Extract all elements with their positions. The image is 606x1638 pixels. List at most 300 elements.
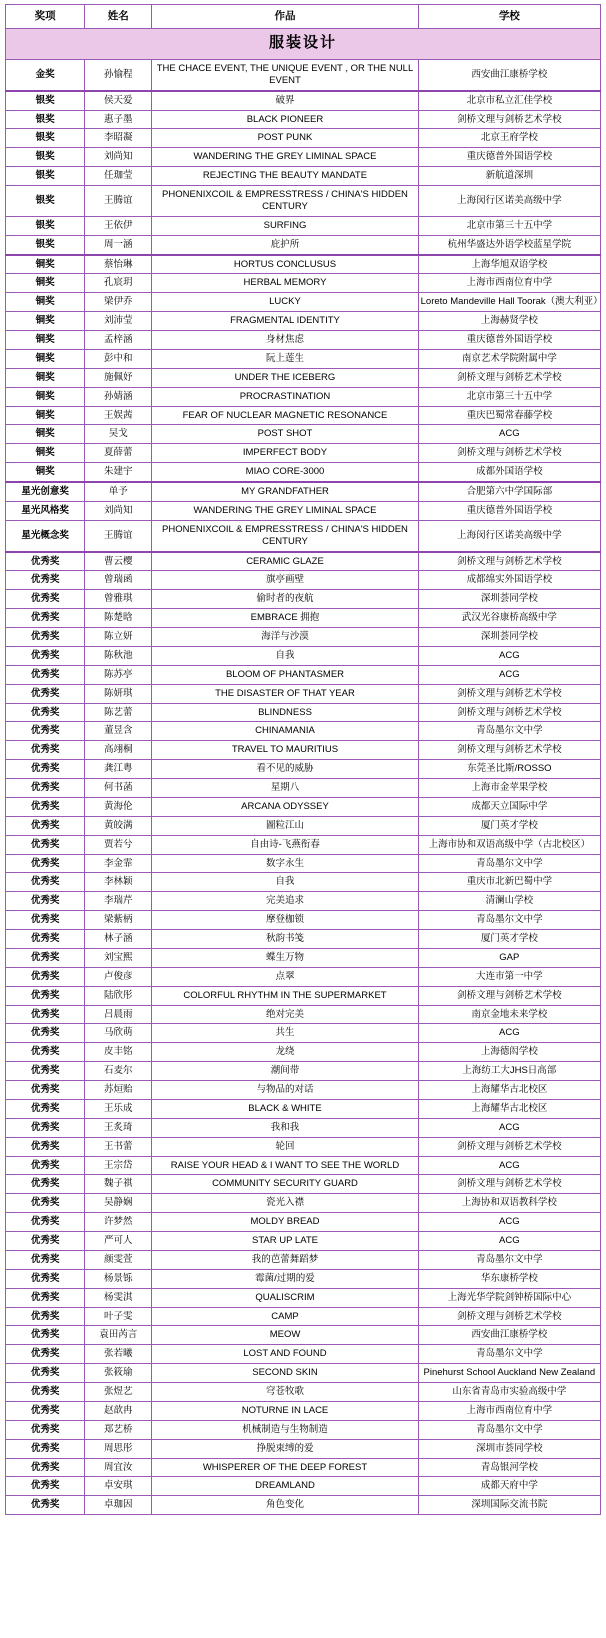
- cell-name: 曾雅琪: [85, 590, 152, 609]
- table-title-row: [6, 29, 601, 60]
- cell-work: 龙绕: [152, 1043, 418, 1062]
- table-row: [6, 1005, 601, 1024]
- cell-name: 王乐成: [85, 1099, 152, 1118]
- cell-work: THE CHACE EVENT, THE UNIQUE EVENT , OR THE NULL EVENT: [152, 59, 418, 90]
- cell-name: 曹云樱: [85, 552, 152, 571]
- table-row: [6, 1081, 601, 1100]
- table-row: [6, 854, 601, 873]
- cell-award: 铜奖: [6, 406, 85, 425]
- cell-work: 我的芭蕾舞蹈梦: [152, 1250, 418, 1269]
- cell-name: 王宗岱: [85, 1156, 152, 1175]
- cell-name: 刘尚知: [85, 148, 152, 167]
- cell-award: 优秀奖: [6, 1250, 85, 1269]
- cell-work: PHONENIXCOIL & EMPRESSTRESS / CHINA'S HIDDEN CENTURY: [152, 186, 418, 217]
- table-row: [6, 911, 601, 930]
- cell-award: 优秀奖: [6, 816, 85, 835]
- cell-award: 银奖: [6, 110, 85, 129]
- cell-school: 武汉光谷康桥高级中学: [418, 609, 600, 628]
- cell-work: NOTURNE IN LACE: [152, 1401, 418, 1420]
- cell-work: 角色变化: [152, 1496, 418, 1515]
- cell-work: REJECTING THE BEAUTY MANDATE: [152, 167, 418, 186]
- cell-award: 优秀奖: [6, 1383, 85, 1402]
- cell-work: WHISPERER OF THE DEEP FOREST: [152, 1458, 418, 1477]
- cell-name: 杨雯淇: [85, 1288, 152, 1307]
- cell-work: 我和我: [152, 1118, 418, 1137]
- table-row: [6, 1137, 601, 1156]
- cell-work: MY GRANDFATHER: [152, 482, 418, 501]
- table-row: [6, 501, 601, 520]
- cell-school: 上海市金苹果学校: [418, 779, 600, 798]
- table-row: [6, 760, 601, 779]
- cell-school: 北京市私立汇佳学校: [418, 91, 600, 110]
- cell-school: 剑桥文理与剑桥艺术学校: [418, 444, 600, 463]
- table-row: [6, 816, 601, 835]
- table-row: [6, 312, 601, 331]
- column-header-school: 学校: [418, 5, 600, 29]
- cell-name: 叶子雯: [85, 1307, 152, 1326]
- table-row: [6, 835, 601, 854]
- cell-name: 林子涵: [85, 930, 152, 949]
- cell-award: 优秀奖: [6, 628, 85, 647]
- cell-award: 优秀奖: [6, 684, 85, 703]
- cell-school: 深圳荟同学校: [418, 590, 600, 609]
- cell-school: 上海闵行区诺美高级中学: [418, 186, 600, 217]
- cell-work: 圖粒江山: [152, 816, 418, 835]
- cell-name: 张筱瑜: [85, 1364, 152, 1383]
- cell-school: 杭州华盛达外语学校蓝星学院: [418, 235, 600, 254]
- table-row: [6, 552, 601, 571]
- cell-work: 共生: [152, 1024, 418, 1043]
- cell-school: 剑桥文理与剑桥艺术学校: [418, 703, 600, 722]
- cell-name: 何书菡: [85, 779, 152, 798]
- cell-work: DREAMLAND: [152, 1477, 418, 1496]
- cell-school: 上海市西南位育中学: [418, 1401, 600, 1420]
- cell-school: 合肥第六中学国际部: [418, 482, 600, 501]
- cell-name: 卓珈因: [85, 1496, 152, 1515]
- cell-school: 重庆德普外国语学校: [418, 148, 600, 167]
- cell-award: 优秀奖: [6, 1326, 85, 1345]
- cell-work: 穹苍牧歌: [152, 1383, 418, 1402]
- table-row: [6, 463, 601, 482]
- column-header-award: 奖项: [6, 5, 85, 29]
- cell-award: 铜奖: [6, 425, 85, 444]
- cell-award: 优秀奖: [6, 1005, 85, 1024]
- cell-name: 石麦尔: [85, 1062, 152, 1081]
- cell-award: 优秀奖: [6, 873, 85, 892]
- cell-work: 偷时者的夜航: [152, 590, 418, 609]
- cell-school: ACG: [418, 1156, 600, 1175]
- cell-school: 上海市西南位育中学: [418, 274, 600, 293]
- cell-work: MIAO CORE-3000: [152, 463, 418, 482]
- cell-award: 优秀奖: [6, 722, 85, 741]
- cell-work: 霉菌/过期的爱: [152, 1269, 418, 1288]
- cell-work: 挣脱束缚的爱: [152, 1439, 418, 1458]
- table-row: [6, 331, 601, 350]
- table-row: [6, 1326, 601, 1345]
- cell-name: 李林颖: [85, 873, 152, 892]
- cell-name: 惠子墨: [85, 110, 152, 129]
- cell-name: 郑艺桥: [85, 1420, 152, 1439]
- cell-name: 刘宝熙: [85, 948, 152, 967]
- cell-work: 潮间带: [152, 1062, 418, 1081]
- cell-name: 王依伊: [85, 216, 152, 235]
- table-row: [6, 255, 601, 274]
- cell-name: 孔宸玥: [85, 274, 152, 293]
- table-row: [6, 293, 601, 312]
- cell-school: 上海赫贤学校: [418, 312, 600, 331]
- cell-school: 成都外国语学校: [418, 463, 600, 482]
- cell-work: CHINAMANIA: [152, 722, 418, 741]
- cell-name: 陈立妍: [85, 628, 152, 647]
- cell-award: 优秀奖: [6, 1401, 85, 1420]
- cell-school: 青岛墨尔文中学: [418, 854, 600, 873]
- cell-name: 朱建宇: [85, 463, 152, 482]
- cell-award: 铜奖: [6, 331, 85, 350]
- cell-work: ARCANA ODYSSEY: [152, 797, 418, 816]
- table-row: [6, 741, 601, 760]
- cell-name: 袁田芮言: [85, 1326, 152, 1345]
- cell-award: 铜奖: [6, 387, 85, 406]
- cell-work: 轮回: [152, 1137, 418, 1156]
- cell-school: 剑桥文理与剑桥艺术学校: [418, 368, 600, 387]
- cell-award: 铜奖: [6, 444, 85, 463]
- cell-school: 华东康桥学校: [418, 1269, 600, 1288]
- cell-school: Pinehurst School Auckland New Zealand: [418, 1364, 600, 1383]
- cell-award: 优秀奖: [6, 1137, 85, 1156]
- cell-award: 铜奖: [6, 293, 85, 312]
- cell-award: 银奖: [6, 148, 85, 167]
- cell-work: TRAVEL TO MAURITIUS: [152, 741, 418, 760]
- table-row: [6, 628, 601, 647]
- cell-work: BLACK PIONEER: [152, 110, 418, 129]
- cell-school: ACG: [418, 1118, 600, 1137]
- cell-award: 铜奖: [6, 312, 85, 331]
- cell-award: 铜奖: [6, 349, 85, 368]
- cell-school: 剑桥文理与剑桥艺术学校: [418, 741, 600, 760]
- cell-school: 成都绵实外国语学校: [418, 571, 600, 590]
- cell-award: 星光概念奖: [6, 520, 85, 551]
- cell-award: 星光创意奖: [6, 482, 85, 501]
- cell-award: 优秀奖: [6, 665, 85, 684]
- cell-award: 优秀奖: [6, 571, 85, 590]
- cell-name: 王腾谊: [85, 520, 152, 551]
- table-row: [6, 349, 601, 368]
- cell-work: 完美追求: [152, 892, 418, 911]
- cell-name: 梁伊乔: [85, 293, 152, 312]
- cell-name: 贾若兮: [85, 835, 152, 854]
- cell-award: 铜奖: [6, 463, 85, 482]
- cell-school: 剑桥文理与剑桥艺术学校: [418, 986, 600, 1005]
- cell-award: 优秀奖: [6, 1477, 85, 1496]
- cell-work: RAISE YOUR HEAD & I WANT TO SEE THE WORLD: [152, 1156, 418, 1175]
- cell-name: 王炙琦: [85, 1118, 152, 1137]
- cell-work: 旗亭画壁: [152, 571, 418, 590]
- cell-award: 优秀奖: [6, 1118, 85, 1137]
- cell-award: 优秀奖: [6, 1269, 85, 1288]
- cell-award: 优秀奖: [6, 1081, 85, 1100]
- table-row: [6, 722, 601, 741]
- cell-award: 优秀奖: [6, 646, 85, 665]
- award-table: [5, 4, 601, 1515]
- cell-work: 阮上莲生: [152, 349, 418, 368]
- table-row: [6, 1194, 601, 1213]
- cell-work: 机械制造与生物制造: [152, 1420, 418, 1439]
- cell-name: 孟梓涵: [85, 331, 152, 350]
- cell-school: 上海协和双语教科学校: [418, 1194, 600, 1213]
- cell-work: 自由诗-飞燕衔春: [152, 835, 418, 854]
- table-row: [6, 91, 601, 110]
- cell-name: 陈楚晗: [85, 609, 152, 628]
- cell-school: 剑桥文理与剑桥艺术学校: [418, 1175, 600, 1194]
- cell-award: 银奖: [6, 167, 85, 186]
- table-row: [6, 1175, 601, 1194]
- table-row: [6, 1477, 601, 1496]
- cell-name: 陈苏亭: [85, 665, 152, 684]
- table-row: [6, 1496, 601, 1515]
- cell-school: 重庆市北新巴蜀中学: [418, 873, 600, 892]
- cell-work: LOST AND FOUND: [152, 1345, 418, 1364]
- table-row: [6, 520, 601, 551]
- cell-award: 优秀奖: [6, 741, 85, 760]
- cell-award: 银奖: [6, 129, 85, 148]
- table-row: [6, 779, 601, 798]
- cell-school: 青岛墨尔文中学: [418, 1420, 600, 1439]
- table-row: [6, 406, 601, 425]
- table-row: [6, 1458, 601, 1477]
- cell-school: 青岛墨尔文中学: [418, 911, 600, 930]
- cell-work: POST SHOT: [152, 425, 418, 444]
- cell-name: 周宜汝: [85, 1458, 152, 1477]
- cell-award: 优秀奖: [6, 1288, 85, 1307]
- cell-school: 上海闵行区诺美高级中学: [418, 520, 600, 551]
- table-row: [6, 1043, 601, 1062]
- table-row: [6, 797, 601, 816]
- cell-award: 优秀奖: [6, 930, 85, 949]
- cell-award: 优秀奖: [6, 835, 85, 854]
- cell-school: 上海纺工大JHS日高部: [418, 1062, 600, 1081]
- table-row: [6, 274, 601, 293]
- table-row: [6, 1099, 601, 1118]
- cell-award: 优秀奖: [6, 1213, 85, 1232]
- table-body: [6, 59, 601, 1514]
- cell-award: 优秀奖: [6, 1232, 85, 1251]
- cell-school: ACG: [418, 1232, 600, 1251]
- cell-work: 自我: [152, 646, 418, 665]
- cell-school: 青岛银河学校: [418, 1458, 600, 1477]
- cell-school: 东莞圣比斯/ROSSO: [418, 760, 600, 779]
- table-row: [6, 1345, 601, 1364]
- cell-school: 上海耀华古北校区: [418, 1081, 600, 1100]
- cell-school: 上海华旭双语学校: [418, 255, 600, 274]
- table-row: [6, 1024, 601, 1043]
- cell-school: 剑桥文理与剑桥艺术学校: [418, 1307, 600, 1326]
- table-row: [6, 646, 601, 665]
- cell-award: 优秀奖: [6, 1458, 85, 1477]
- cell-name: 陆欣彤: [85, 986, 152, 1005]
- cell-award: 优秀奖: [6, 1175, 85, 1194]
- table-row: [6, 1383, 601, 1402]
- cell-name: 陈艺蕾: [85, 703, 152, 722]
- cell-work: MOLDY BREAD: [152, 1213, 418, 1232]
- cell-name: 黄皎满: [85, 816, 152, 835]
- table-row: [6, 873, 601, 892]
- cell-name: 卓安琪: [85, 1477, 152, 1496]
- cell-award: 优秀奖: [6, 1156, 85, 1175]
- cell-name: 李金霏: [85, 854, 152, 873]
- cell-school: 清澜山学校: [418, 892, 600, 911]
- column-header-name: 姓名: [85, 5, 152, 29]
- cell-work: CERAMIC GLAZE: [152, 552, 418, 571]
- cell-school: ACG: [418, 646, 600, 665]
- cell-award: 星光风格奖: [6, 501, 85, 520]
- cell-work: 自我: [152, 873, 418, 892]
- cell-work: LUCKY: [152, 293, 418, 312]
- table-row: [6, 186, 601, 217]
- table-row: [6, 1250, 601, 1269]
- cell-work: FEAR OF NUCLEAR MAGNETIC RESONANCE: [152, 406, 418, 425]
- cell-name: 董昱含: [85, 722, 152, 741]
- table-row: [6, 1307, 601, 1326]
- table-row: [6, 1213, 601, 1232]
- table-row: [6, 1288, 601, 1307]
- cell-school: GAP: [418, 948, 600, 967]
- cell-name: 孙愉程: [85, 59, 152, 90]
- table-row: [6, 703, 601, 722]
- table-row: [6, 148, 601, 167]
- cell-work: WANDERING THE GREY LIMINAL SPACE: [152, 501, 418, 520]
- cell-award: 优秀奖: [6, 1099, 85, 1118]
- cell-name: 任珈莹: [85, 167, 152, 186]
- cell-award: 优秀奖: [6, 986, 85, 1005]
- cell-name: 颜雯萱: [85, 1250, 152, 1269]
- cell-award: 优秀奖: [6, 1024, 85, 1043]
- cell-award: 优秀奖: [6, 892, 85, 911]
- column-header-work: 作品: [152, 5, 418, 29]
- cell-work: WANDERING THE GREY LIMINAL SPACE: [152, 148, 418, 167]
- table-row: [6, 1118, 601, 1137]
- cell-work: BLINDNESS: [152, 703, 418, 722]
- cell-work: BLOOM OF PHANTASMER: [152, 665, 418, 684]
- table-row: [6, 1269, 601, 1288]
- cell-work: UNDER THE ICEBERG: [152, 368, 418, 387]
- cell-work: IMPERFECT BODY: [152, 444, 418, 463]
- cell-school: 西安曲江康桥学校: [418, 59, 600, 90]
- cell-school: 深圳市荟同学校: [418, 1439, 600, 1458]
- table-row: [6, 967, 601, 986]
- table-row: [6, 1439, 601, 1458]
- table-row: [6, 425, 601, 444]
- cell-school: 成都天府中学: [418, 1477, 600, 1496]
- header-row: [6, 5, 601, 29]
- cell-school: 青岛墨尔文中学: [418, 722, 600, 741]
- table-row: [6, 368, 601, 387]
- cell-work: PROCRASTINATION: [152, 387, 418, 406]
- cell-name: 卢俊彦: [85, 967, 152, 986]
- cell-award: 优秀奖: [6, 1307, 85, 1326]
- cell-work: HORTUS CONCLUSUS: [152, 255, 418, 274]
- cell-award: 优秀奖: [6, 1496, 85, 1515]
- cell-work: 与物品的对话: [152, 1081, 418, 1100]
- cell-name: 龚江粤: [85, 760, 152, 779]
- cell-award: 优秀奖: [6, 609, 85, 628]
- cell-award: 优秀奖: [6, 911, 85, 930]
- cell-school: 青岛墨尔文中学: [418, 1345, 600, 1364]
- table-row: [6, 482, 601, 501]
- table-header: [6, 5, 601, 29]
- table-row: [6, 684, 601, 703]
- table-row: [6, 444, 601, 463]
- cell-award: 优秀奖: [6, 703, 85, 722]
- cell-work: SECOND SKIN: [152, 1364, 418, 1383]
- cell-school: 成都天立国际中学: [418, 797, 600, 816]
- table-row: [6, 665, 601, 684]
- cell-work: POST PUNK: [152, 129, 418, 148]
- cell-school: 厦门英才学校: [418, 930, 600, 949]
- cell-name: 梁紫柄: [85, 911, 152, 930]
- cell-work: STAR UP LATE: [152, 1232, 418, 1251]
- cell-award: 优秀奖: [6, 760, 85, 779]
- cell-award: 优秀奖: [6, 1364, 85, 1383]
- cell-school: 北京市第三十五中学: [418, 387, 600, 406]
- cell-work: CAMP: [152, 1307, 418, 1326]
- table-row: [6, 1062, 601, 1081]
- cell-name: 蔡怡琳: [85, 255, 152, 274]
- cell-name: 苏烜贻: [85, 1081, 152, 1100]
- cell-name: 王腾谊: [85, 186, 152, 217]
- cell-school: ACG: [418, 665, 600, 684]
- cell-school: Loreto Mandeville Hall Toorak（澳大利亚）: [418, 293, 600, 312]
- cell-work: QUALISCRIM: [152, 1288, 418, 1307]
- cell-work: MEOW: [152, 1326, 418, 1345]
- cell-school: 南京艺术学院附属中学: [418, 349, 600, 368]
- cell-work: BLACK & WHITE: [152, 1099, 418, 1118]
- cell-award: 银奖: [6, 186, 85, 217]
- cell-school: 深圳荟同学校: [418, 628, 600, 647]
- cell-name: 李昭凝: [85, 129, 152, 148]
- cell-work: 星期八: [152, 779, 418, 798]
- cell-award: 优秀奖: [6, 1420, 85, 1439]
- table-row: [6, 948, 601, 967]
- cell-work: COLORFUL RHYTHM IN THE SUPERMARKET: [152, 986, 418, 1005]
- table-row: [6, 110, 601, 129]
- cell-name: 皮丰铭: [85, 1043, 152, 1062]
- cell-award: 优秀奖: [6, 948, 85, 967]
- cell-name: 张煜艺: [85, 1383, 152, 1402]
- cell-award: 优秀奖: [6, 779, 85, 798]
- cell-school: 山东省青岛市实验高级中学: [418, 1383, 600, 1402]
- cell-work: 庇护所: [152, 235, 418, 254]
- cell-name: 魏子祺: [85, 1175, 152, 1194]
- cell-school: 上海德闳学校: [418, 1043, 600, 1062]
- table-row: [6, 590, 601, 609]
- cell-work: 看不见的威胁: [152, 760, 418, 779]
- cell-name: 吴静娴: [85, 1194, 152, 1213]
- cell-name: 严可人: [85, 1232, 152, 1251]
- cell-work: PHONENIXCOIL & EMPRESSTRESS / CHINA'S HIDDEN CENTURY: [152, 520, 418, 551]
- cell-name: 许梦然: [85, 1213, 152, 1232]
- cell-school: ACG: [418, 1024, 600, 1043]
- cell-school: 上海市协和双语高级中学（古北校区）: [418, 835, 600, 854]
- cell-award: 优秀奖: [6, 1062, 85, 1081]
- cell-school: 北京王府学校: [418, 129, 600, 148]
- table-row: [6, 387, 601, 406]
- cell-award: 优秀奖: [6, 1043, 85, 1062]
- cell-name: 侯天爱: [85, 91, 152, 110]
- cell-work: COMMUNITY SECURITY GUARD: [152, 1175, 418, 1194]
- cell-work: 点翠: [152, 967, 418, 986]
- cell-school: 青岛墨尔文中学: [418, 1250, 600, 1269]
- table-row: [6, 129, 601, 148]
